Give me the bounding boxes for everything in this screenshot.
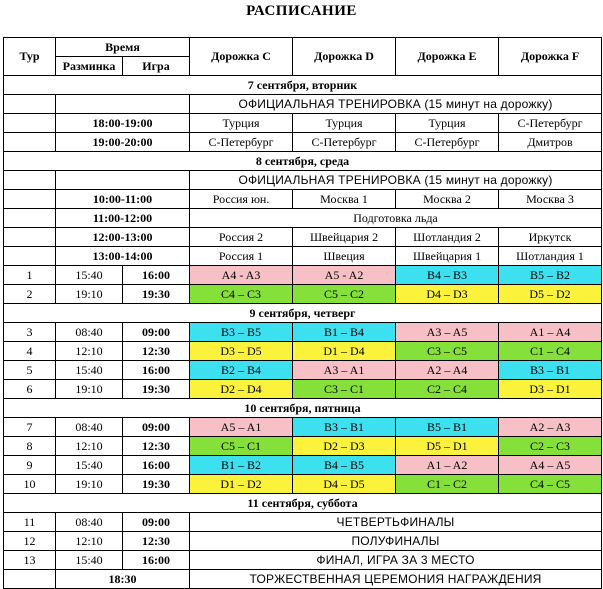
table-row xyxy=(4,285,602,304)
game-time-cell: 09:00 xyxy=(123,323,190,342)
table-row xyxy=(4,190,602,209)
game-time-cell: 12:30 xyxy=(123,342,190,361)
round-cell-empty xyxy=(4,209,56,228)
table-row xyxy=(4,266,602,285)
table-row xyxy=(4,209,602,228)
table-row xyxy=(4,95,602,114)
lane-e-cell: Турция xyxy=(396,114,499,133)
lane-d-cell: Москва 1 xyxy=(293,190,396,209)
lane-e-cell: D4 – D3 xyxy=(396,285,499,304)
lane-d-cell: Турция xyxy=(293,114,396,133)
game-time-cell: 19:30 xyxy=(123,380,190,399)
warmup-cell: 08:40 xyxy=(56,513,123,532)
span-cell: ПОЛУФИНАЛЫ xyxy=(190,532,602,551)
lane-d-cell: A5 - A2 xyxy=(293,266,396,285)
header-round: Тур xyxy=(4,38,56,76)
lane-e-cell: C3 – C5 xyxy=(396,342,499,361)
round-cell-empty xyxy=(4,247,56,266)
lane-f-cell: D5 – D2 xyxy=(499,285,602,304)
day-row xyxy=(4,304,602,323)
lane-f-cell: A2 – A3 xyxy=(499,418,602,437)
round-cell: 7 xyxy=(4,418,56,437)
round-cell-empty xyxy=(4,570,56,589)
table-row xyxy=(4,380,602,399)
lane-d-cell: A3 – A1 xyxy=(293,361,396,380)
lane-c-cell: A5 – A1 xyxy=(190,418,293,437)
lane-e-cell: C2 – C4 xyxy=(396,380,499,399)
table-row xyxy=(4,418,602,437)
day-row xyxy=(4,399,602,418)
lane-d-cell: D1 – D4 xyxy=(293,342,396,361)
lane-c-cell: D1 – D2 xyxy=(190,475,293,494)
lane-f-cell: B5 – B2 xyxy=(499,266,602,285)
lane-c-cell: B2 – B4 xyxy=(190,361,293,380)
lane-d-cell: Швейцария 2 xyxy=(293,228,396,247)
game-time-cell: 19:30 xyxy=(123,475,190,494)
lane-c-cell: C5 – C1 xyxy=(190,437,293,456)
lane-e-cell: D5 – D1 xyxy=(396,437,499,456)
span-cell: ОФИЦИАЛЬНАЯ ТРЕНИРОВКА (15 минут на дорожку) xyxy=(190,95,602,114)
round-cell: 1 xyxy=(4,266,56,285)
lane-d-cell: С-Петербург xyxy=(293,133,396,152)
table-row xyxy=(4,342,602,361)
header-lane-e: Дорожка E xyxy=(396,38,499,76)
lane-e-cell: A1 – A2 xyxy=(396,456,499,475)
round-cell: 4 xyxy=(4,342,56,361)
time-range-cell: 18:00-19:00 xyxy=(56,114,190,133)
span-cell: Подготовка льда xyxy=(190,209,602,228)
time-range-cell: 19:00-20:00 xyxy=(56,133,190,152)
table-row xyxy=(4,551,602,570)
lane-e-cell: A3 – A5 xyxy=(396,323,499,342)
lane-d-cell: B4 – B5 xyxy=(293,456,396,475)
round-cell: 3 xyxy=(4,323,56,342)
warmup-cell: 15:40 xyxy=(56,266,123,285)
lane-c-cell: A4 - A3 xyxy=(190,266,293,285)
lane-e-cell: С-Петербург xyxy=(396,133,499,152)
round-cell: 2 xyxy=(4,285,56,304)
round-cell: 10 xyxy=(4,475,56,494)
span-cell: ОФИЦИАЛЬНАЯ ТРЕНИРОВКА (15 минут на дорожку) xyxy=(190,171,602,190)
game-time-cell: 19:30 xyxy=(123,285,190,304)
table-row xyxy=(4,228,602,247)
round-cell-empty xyxy=(4,190,56,209)
lane-f-cell: C4 – C5 xyxy=(499,475,602,494)
round-cell: 11 xyxy=(4,513,56,532)
game-time-cell: 09:00 xyxy=(123,513,190,532)
game-time-cell: 16:00 xyxy=(123,266,190,285)
table-row xyxy=(4,437,602,456)
table-row xyxy=(4,361,602,380)
lane-c-cell: D3 – D5 xyxy=(190,342,293,361)
lane-c-cell: Россия 2 xyxy=(190,228,293,247)
lane-e-cell: B5 – B1 xyxy=(396,418,499,437)
header-row xyxy=(4,38,602,57)
lane-e-cell: Шотландия 2 xyxy=(396,228,499,247)
lane-f-cell: D3 – D1 xyxy=(499,380,602,399)
lane-f-cell: C2 – C3 xyxy=(499,437,602,456)
day-label: 7 сентября, вторник xyxy=(4,76,602,95)
lane-c-cell: Россия юн. xyxy=(190,190,293,209)
time-range-cell: 18:30 xyxy=(56,570,190,589)
day-label: 11 сентября, суббота xyxy=(4,494,602,513)
time-range-cell: 10:00-11:00 xyxy=(56,190,190,209)
header-time: Время xyxy=(56,38,190,57)
day-label: 8 сентября, среда xyxy=(4,152,602,171)
round-cell-empty xyxy=(4,171,56,190)
warmup-cell: 15:40 xyxy=(56,456,123,475)
game-time-cell: 16:00 xyxy=(123,361,190,380)
table-row xyxy=(4,570,602,589)
warmup-cell: 19:10 xyxy=(56,285,123,304)
schedule-table xyxy=(3,37,602,589)
warmup-cell: 15:40 xyxy=(56,551,123,570)
lane-d-cell: D4 – D5 xyxy=(293,475,396,494)
lane-d-cell: Швеция xyxy=(293,247,396,266)
lane-c-cell: С-Петербург xyxy=(190,133,293,152)
lane-e-cell: Швейцария 1 xyxy=(396,247,499,266)
table-row xyxy=(4,133,602,152)
round-cell: 13 xyxy=(4,551,56,570)
lane-f-cell: B3 – B1 xyxy=(499,361,602,380)
lane-d-cell: B1 – B4 xyxy=(293,323,396,342)
time-range-cell: 13:00-14:00 xyxy=(56,247,190,266)
lane-f-cell: A4 – A5 xyxy=(499,456,602,475)
round-cell-empty xyxy=(4,228,56,247)
header-lane-d: Дорожка D xyxy=(293,38,396,76)
table-row xyxy=(4,456,602,475)
page-title: РАСПИСАНИЕ xyxy=(246,3,357,19)
table-row xyxy=(4,475,602,494)
warmup-cell: 08:40 xyxy=(56,418,123,437)
round-cell: 12 xyxy=(4,532,56,551)
game-time-cell: 16:00 xyxy=(123,456,190,475)
warmup-cell: 12:10 xyxy=(56,342,123,361)
header-game: Игра xyxy=(123,57,190,76)
lane-d-cell: D2 – D3 xyxy=(293,437,396,456)
lane-c-cell: B1 – B2 xyxy=(190,456,293,475)
lane-c-cell: B3 – B5 xyxy=(190,323,293,342)
span-cell: ЧЕТВЕРТЬФИНАЛЫ xyxy=(190,513,602,532)
time-range-cell xyxy=(56,95,190,114)
round-cell-empty xyxy=(4,114,56,133)
lane-f-cell: Иркутск xyxy=(499,228,602,247)
time-range-cell: 12:00-13:00 xyxy=(56,228,190,247)
lane-c-cell: D2 – D4 xyxy=(190,380,293,399)
warmup-cell: 08:40 xyxy=(56,323,123,342)
day-row xyxy=(4,76,602,95)
header-lane-c: Дорожка C xyxy=(190,38,293,76)
lane-f-cell: A1 – A4 xyxy=(499,323,602,342)
lane-c-cell: Турция xyxy=(190,114,293,133)
lane-e-cell: Москва 2 xyxy=(396,190,499,209)
schedule-body xyxy=(4,76,602,589)
round-cell: 8 xyxy=(4,437,56,456)
round-cell: 9 xyxy=(4,456,56,475)
span-cell: ФИНАЛ, ИГРА ЗА 3 МЕСТО xyxy=(190,551,602,570)
table-row xyxy=(4,171,602,190)
game-time-cell: 16:00 xyxy=(123,551,190,570)
round-cell: 5 xyxy=(4,361,56,380)
lane-d-cell: C5 – C2 xyxy=(293,285,396,304)
lane-d-cell: C3 – C1 xyxy=(293,380,396,399)
lane-e-cell: A2 – A4 xyxy=(396,361,499,380)
day-row xyxy=(4,152,602,171)
lane-f-cell: C1 – C4 xyxy=(499,342,602,361)
game-time-cell: 09:00 xyxy=(123,418,190,437)
header-warmup: Разминка xyxy=(56,57,123,76)
table-row xyxy=(4,114,602,133)
round-cell-empty xyxy=(4,95,56,114)
table-row xyxy=(4,247,602,266)
day-label: 9 сентября, четверг xyxy=(4,304,602,323)
lane-e-cell: B4 – B3 xyxy=(396,266,499,285)
lane-c-cell: Россия 1 xyxy=(190,247,293,266)
time-range-cell: 11:00-12:00 xyxy=(56,209,190,228)
warmup-cell: 15:40 xyxy=(56,361,123,380)
header-lane-f: Дорожка F xyxy=(499,38,602,76)
day-label: 10 сентября, пятница xyxy=(4,399,602,418)
warmup-cell: 19:10 xyxy=(56,475,123,494)
round-cell: 6 xyxy=(4,380,56,399)
time-range-cell xyxy=(56,171,190,190)
round-cell-empty xyxy=(4,133,56,152)
day-row xyxy=(4,494,602,513)
game-time-cell: 12:30 xyxy=(123,532,190,551)
lane-f-cell: Москва 3 xyxy=(499,190,602,209)
span-cell: ТОРЖЕСТВЕННАЯ ЦЕРЕМОНИЯ НАГРАЖДЕНИЯ xyxy=(190,570,602,589)
game-time-cell: 12:30 xyxy=(123,437,190,456)
lane-f-cell: Шотландия 1 xyxy=(499,247,602,266)
table-row xyxy=(4,323,602,342)
table-row xyxy=(4,532,602,551)
table-row xyxy=(4,513,602,532)
lane-f-cell: Дмитров xyxy=(499,133,602,152)
warmup-cell: 19:10 xyxy=(56,380,123,399)
lane-e-cell: C1 – C2 xyxy=(396,475,499,494)
warmup-cell: 12:10 xyxy=(56,437,123,456)
lane-c-cell: C4 – C3 xyxy=(190,285,293,304)
lane-d-cell: B3 – B1 xyxy=(293,418,396,437)
lane-f-cell: С-Петербург xyxy=(499,114,602,133)
warmup-cell: 12:10 xyxy=(56,532,123,551)
